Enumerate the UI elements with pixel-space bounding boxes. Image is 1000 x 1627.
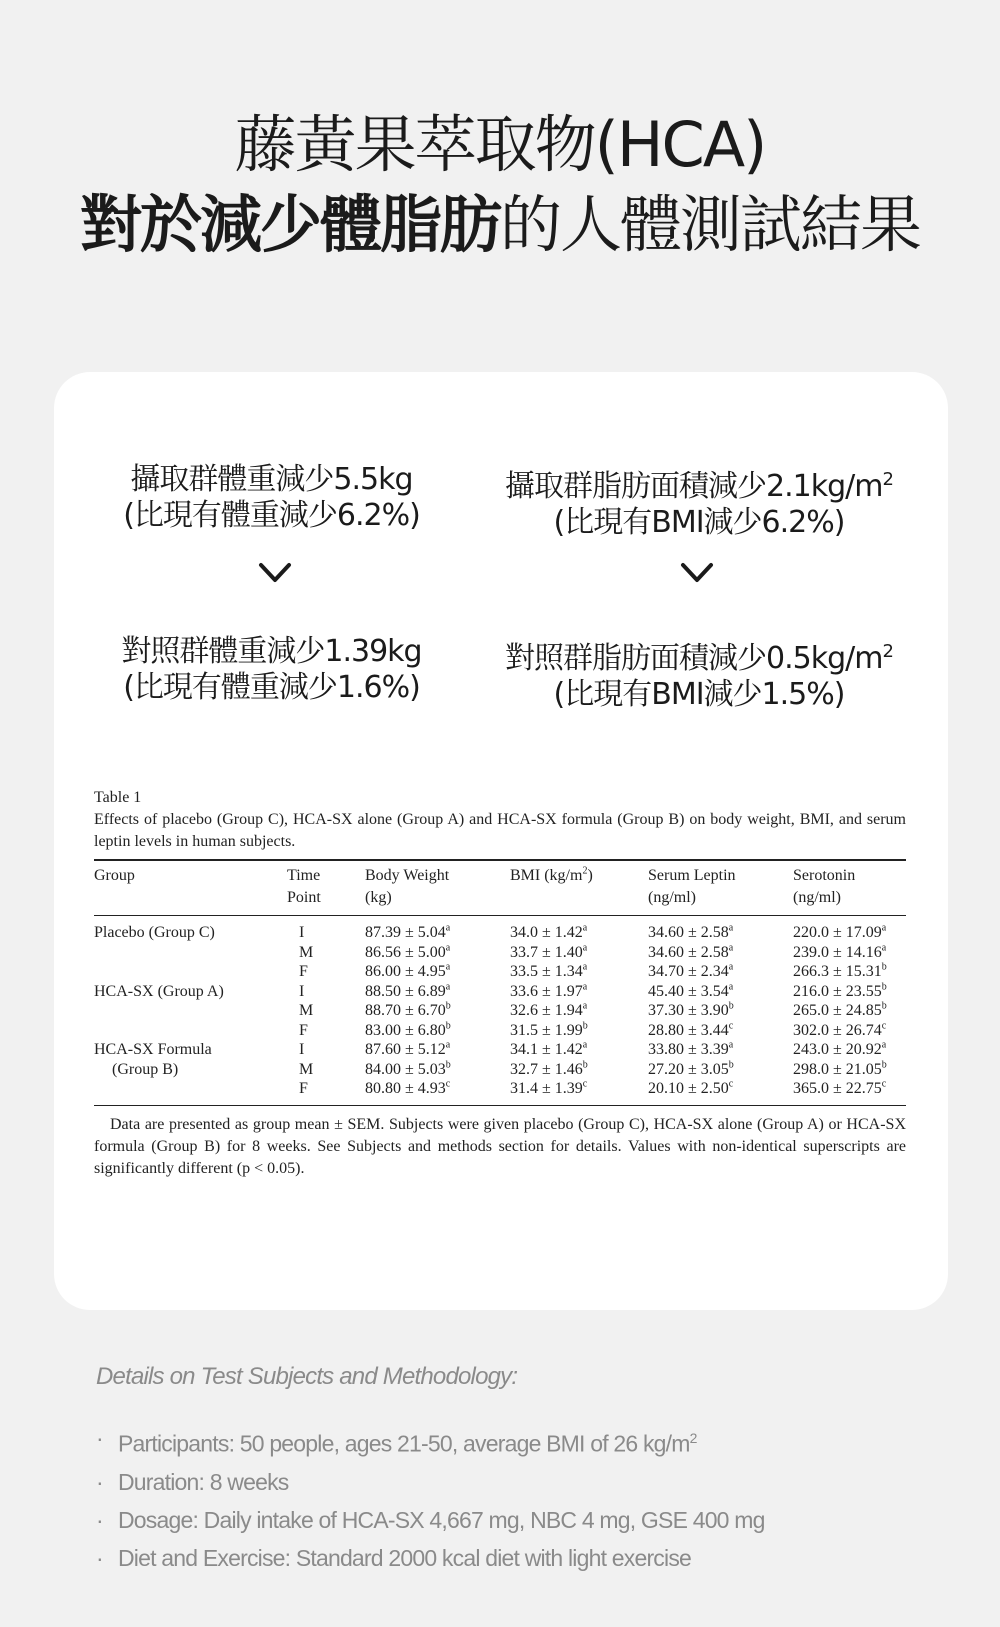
details-list <box>96 1419 956 1577</box>
table-rule-bottom <box>94 1105 906 1106</box>
control-fat-line1 <box>469 634 929 677</box>
control-fat-text: 對照群脂肪面積減少0.5kg/m <box>505 641 883 676</box>
cell-body-weight: 86.00 ± 4.95$^a$ <box>365 961 451 980</box>
cell-body-weight: 87.39 ± 5.04$^a$ <box>365 922 451 941</box>
table-row <box>94 943 906 963</box>
cell-time: F <box>299 1021 308 1039</box>
methodology-details <box>96 1363 956 1577</box>
control-weight-stat <box>94 634 449 706</box>
cell-serotonin: 298.0 ± 21.05$^b$ <box>793 1059 887 1078</box>
cell-bmi: 32.6 ± 1.94$^a$ <box>510 1000 588 1019</box>
cell-group <box>94 1079 287 1099</box>
table-row <box>94 962 906 982</box>
data-table <box>94 861 906 1099</box>
cell-leptin: 34.60 ± 2.58$^a$ <box>648 922 734 941</box>
cell-bmi: 33.7 ± 1.40$^a$ <box>510 942 588 961</box>
cell-body-weight: 80.80 ± 4.93$^c$ <box>365 1078 451 1097</box>
cell-group <box>94 962 287 982</box>
table-caption: Effects of placebo (Group C), HCA-SX alone (Group A) and HCA-SX formula (Group B) on body weight, BMI, and serum leptin levels in human subjects. <box>94 811 906 850</box>
research-table <box>94 787 906 1180</box>
details-heading: Details on Test Subjects and Methodology: <box>96 1363 518 1390</box>
table-row <box>94 1021 906 1041</box>
intake-weight-line1: 攝取群體重減少5.5kg <box>130 462 413 497</box>
cell-serotonin: 239.0 ± 14.16$^a$ <box>793 942 887 961</box>
cell-body-weight: 88.50 ± 6.89$^a$ <box>365 981 451 1000</box>
control-weight-line2: (比現有體重減少1.6%) <box>123 670 420 705</box>
header-time: Time Point <box>287 867 321 906</box>
cell-serotonin: 302.0 ± 26.74$^c$ <box>793 1020 887 1039</box>
cell-leptin: 28.80 ± 3.44$^c$ <box>648 1020 734 1039</box>
bullet-icon: · <box>96 1425 103 1451</box>
header-bmi: BMI $(kg/m^2)$ <box>510 865 593 884</box>
cell-leptin: 33.80 ± 3.39$^a$ <box>648 1039 734 1058</box>
bullet-icon: · <box>96 1506 103 1533</box>
cell-bmi: 32.7 ± 1.46$^b$ <box>510 1059 588 1078</box>
cell-body-weight: 83.00 ± 6.80$^b$ <box>365 1020 451 1039</box>
intake-fat-stat <box>469 462 929 541</box>
header-serotonin: Serotonin (ng/ml) <box>793 867 856 906</box>
bullet-icon: · <box>96 1544 103 1571</box>
cell-leptin: 20.10 ± 2.50$^c$ <box>648 1078 734 1097</box>
cell-bmi: 34.1 ± 1.42$^a$ <box>510 1039 588 1058</box>
cell-bmi: 31.5 ± 1.99$^b$ <box>510 1020 588 1039</box>
cell-body-weight: 84.00 ± 5.03$^b$ <box>365 1059 451 1078</box>
cell-time: I <box>299 924 305 941</box>
control-fat-line2: (比現有BMI減少1.5%) <box>553 677 845 712</box>
cell-group: HCA-SX (Group A) <box>94 982 224 1000</box>
cell-group <box>94 943 287 963</box>
control-fat-sup: 2 <box>882 641 893 662</box>
table-row <box>94 1001 906 1021</box>
intake-weight-stat <box>94 462 449 534</box>
cell-group: HCA-SX Formula <box>94 1041 212 1058</box>
cell-body-weight: 87.60 ± 5.12$^a$ <box>365 1039 451 1058</box>
title-line-2 <box>0 185 1000 265</box>
cell-serotonin: 216.0 ± 23.55$^b$ <box>793 981 887 1000</box>
details-item: · Dosage: Daily intake of HCA-SX 4,667 mg, NBC 4 mg, GSE 400 mg <box>96 1501 956 1539</box>
intake-weight-line2: (比現有體重減少6.2%) <box>123 498 420 533</box>
cell-group: (Group B) <box>112 1060 179 1078</box>
cell-leptin: 27.20 ± 3.05$^b$ <box>648 1059 734 1078</box>
page-title <box>0 105 1000 265</box>
results-card <box>54 372 948 1310</box>
cell-bmi: 34.0 ± 1.42$^a$ <box>510 922 588 941</box>
table-row <box>94 1040 906 1060</box>
cell-bmi: 33.6 ± 1.97$^a$ <box>510 981 588 1000</box>
control-fat-stat <box>469 634 929 713</box>
chevron-down-icon <box>680 562 714 584</box>
cell-time: I <box>299 982 305 1000</box>
cell-time: F <box>299 1080 308 1097</box>
cell-leptin: 34.60 ± 2.58$^a$ <box>648 942 734 961</box>
details-item: · Duration: 8 weeks <box>96 1463 956 1501</box>
details-item: · Participants: 50 people, ages 21-50, average BMI of 26 $kg/m^2$ <box>96 1419 956 1463</box>
cell-serotonin: 266.3 ± 15.31$^b$ <box>793 961 887 980</box>
cell-body-weight: 88.70 ± 6.70$^b$ <box>365 1000 451 1019</box>
table-note: Data are presented as group mean ± SEM. Subjects were given placebo (Group C), HCA-SX alone (Group A) or HCA-SX formula (Group B) for 8 weeks. See Subjects and methods section for details. Values with non-identical superscripts are significantly different (p < 0.05). <box>94 1115 906 1177</box>
table-label: Table 1 <box>94 789 142 806</box>
cell-time: M <box>299 1002 314 1019</box>
table-row <box>94 1060 906 1080</box>
control-weight-line1: 對照群體重減少1.39kg <box>121 634 422 669</box>
cell-serotonin: 365.0 ± 22.75$^c$ <box>793 1078 887 1097</box>
header-leptin: Serum Leptin (ng/ml) <box>648 867 736 906</box>
intake-fat-line1 <box>469 462 929 505</box>
header-group: Group <box>94 867 135 884</box>
header-body-weight: Body Weight (kg) <box>365 867 450 906</box>
title-line-1: 藤黃果萃取物(HCA) <box>234 108 766 181</box>
cell-bmi: 33.5 ± 1.34$^a$ <box>510 961 588 980</box>
cell-leptin: 45.40 ± 3.54$^a$ <box>648 981 734 1000</box>
bullet-icon: · <box>96 1468 103 1495</box>
cell-leptin: 34.70 ± 2.34$^a$ <box>648 961 734 980</box>
cell-time: M <box>299 943 314 961</box>
cell-leptin: 37.30 ± 3.90$^b$ <box>648 1000 734 1019</box>
table-header-row <box>94 861 906 909</box>
cell-serotonin: 220.0 ± 17.09$^a$ <box>793 922 887 941</box>
cell-serotonin: 243.0 ± 20.92$^a$ <box>793 1039 887 1058</box>
cell-serotonin: 265.0 ± 24.85$^b$ <box>793 1000 887 1019</box>
cell-bmi: 31.4 ± 1.39$^c$ <box>510 1078 588 1097</box>
cell-time: F <box>299 963 308 980</box>
table-row <box>94 916 906 943</box>
cell-time: M <box>299 1060 314 1078</box>
intake-fat-sup: 2 <box>882 469 893 490</box>
title-normal-part: 的人體測試結果 <box>500 188 921 261</box>
cell-group <box>94 1021 287 1041</box>
cell-group: Placebo (Group C) <box>94 924 215 941</box>
cell-time: I <box>299 1041 305 1058</box>
intake-fat-line2: (比現有BMI減少6.2%) <box>553 505 845 540</box>
table-row <box>94 982 906 1002</box>
table-row <box>94 1079 906 1099</box>
cell-body-weight: 86.56 ± 5.00$^a$ <box>365 942 451 961</box>
cell-group <box>94 1001 287 1021</box>
intake-fat-text: 攝取群脂肪面積減少2.1kg/m <box>505 469 883 504</box>
title-bold-part: 對於減少體脂肪 <box>79 188 500 261</box>
details-item: · Diet and Exercise: Standard 2000 kcal diet with light exercise <box>96 1539 956 1577</box>
chevron-down-icon <box>258 562 292 584</box>
